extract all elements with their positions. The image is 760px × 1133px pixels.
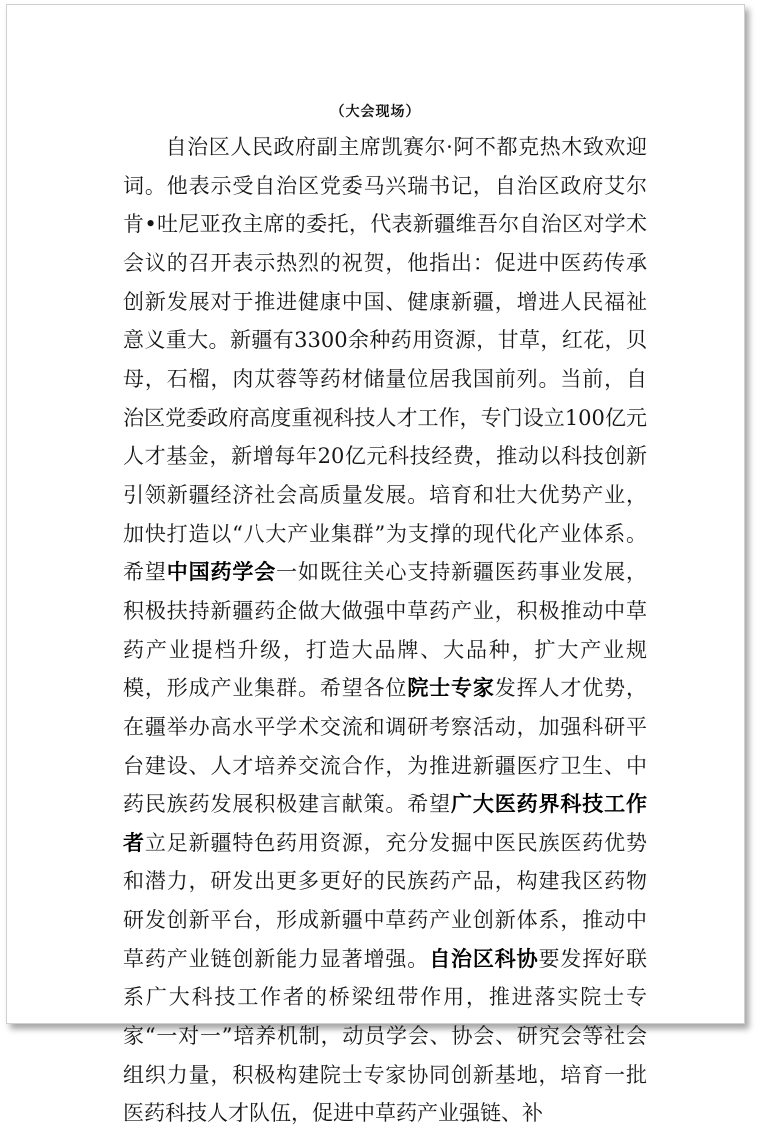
- highlight-academician-experts: 院士专家: [407, 675, 495, 701]
- image-caption: （大会现场）: [330, 104, 421, 120]
- paragraph-text-1: 自治区人民政府副主席凯赛尔·阿不都克热木致欢迎词。他表示受自治区党委马兴瑞书记，自治区政府艾尔肯•吐尼亚孜主席的委托，代表新疆维吾尔自治区对学术会议的召开表示热烈的祝贺，他指出：促进中医药传承创新发展对于推进健康中国、健康新疆，增进人民福祉意义重大。新疆有3300余种药用资源，甘草，红花，贝母，石榴，肉苁蓉等药材储量位居我国前列。当前，自治区党委政府高度重视科技人才工作，专门设立100亿元人才基金，新增每年20亿元科技经费，推动以科技创新引领新疆经济社会高质量发展。培育和壮大优势产业，加快打造以“八大产业集群”为支撑的现代化产业体系。希望: [123, 135, 647, 585]
- paragraph-text-5: 要发挥好联系广大科技工作者的桥梁纽带作用，推进落实院士专家“一对一”培养机制，动员学会、协会、研究会等社会组织力量，积极构建院士专家协同创新基地，培育一批医药科技人才队伍，促进中草药产业强链、补: [123, 946, 648, 1126]
- highlight-medical-science-workers: 广大医药界科技工作者: [123, 791, 648, 855]
- highlight-regional-science-association: 自治区科协: [429, 945, 539, 971]
- paragraph-text-3: 发挥人才优势，在疆举办高水平学术交流和调研考察活动，加强科研平台建设、人才培养交流合作，为推进新疆医疗卫生、中药民族药发展积极建言献策。希望: [123, 676, 648, 817]
- paragraph-text-2: 一如既往关心支持新疆医药事业发展，积极扶持新疆药企做大做强中草药产业，积极推动中草药产业提档升级，打造大品牌、大品种，扩大产业规模，形成产业集群。希望各位: [123, 560, 648, 701]
- document-page: [6, 4, 745, 1126]
- highlight-chinese-pharmaceutical-association: 中国药学会: [166, 559, 277, 585]
- body-paragraph: [123, 128, 647, 1133]
- paragraph-text-4: 立足新疆特色药用资源，充分发掘中医民族医药优势和潜力，研发出更多更好的民族药产品，构建我区药物研发创新平台，形成新疆中草药产业创新体系，推动中草药产业链创新能力显著增强。: [123, 830, 648, 971]
